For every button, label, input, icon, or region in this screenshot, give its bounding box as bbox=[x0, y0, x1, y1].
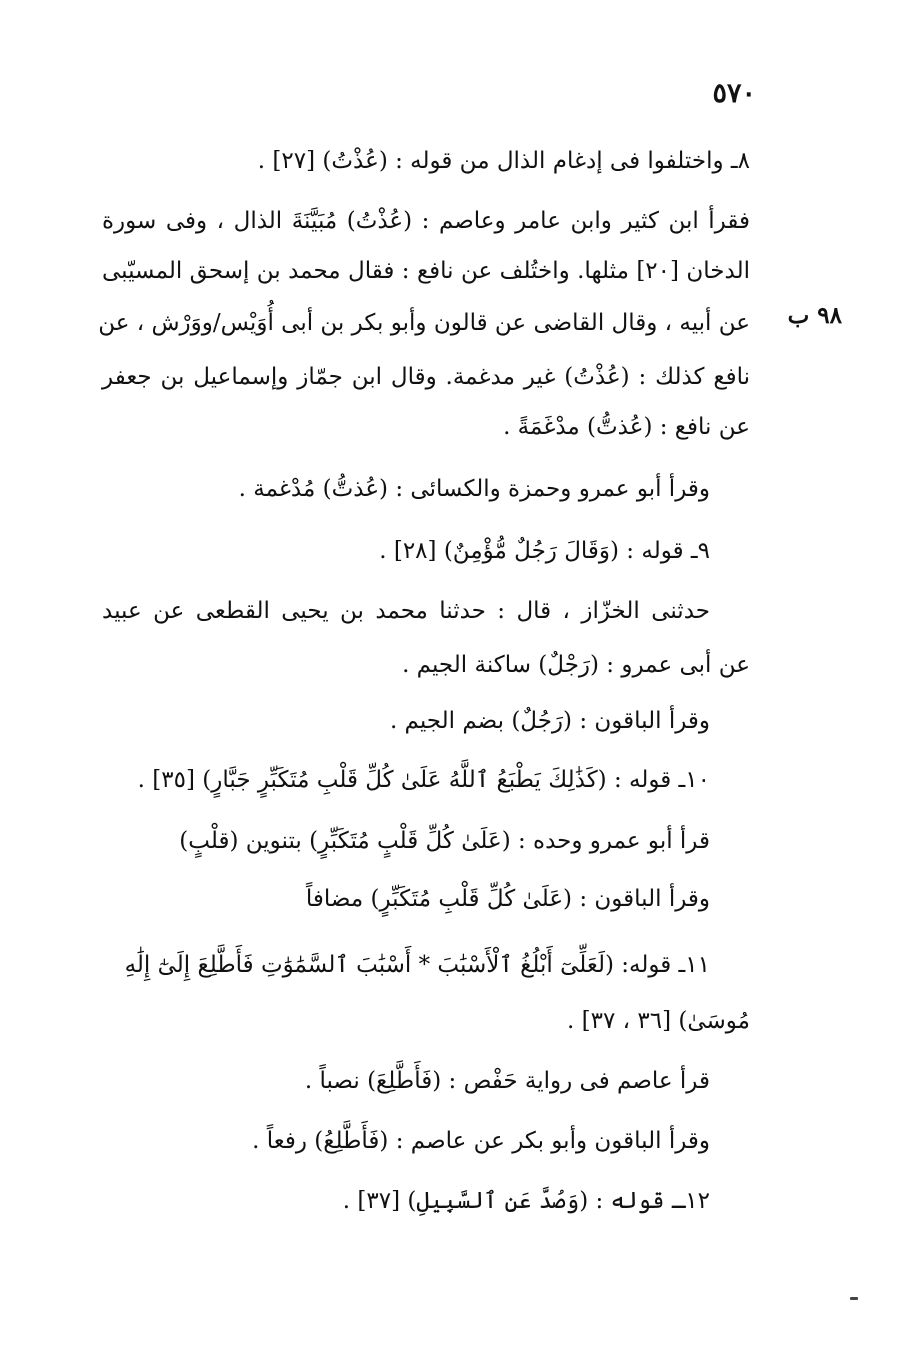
text-line: وقرأ الباقون : (رَجُلٌ) بضم الجيم . bbox=[389, 708, 710, 734]
page-number: ٥٧٠ bbox=[712, 78, 756, 109]
text-line: وقرأ الباقون : (عَلَىٰ كُلِّ قَلْبِ مُتَكَبِّرٍ) مضافاً bbox=[305, 886, 710, 912]
text-line: ٨ـ واختلفوا فى إدغام الذال من قوله : (عُذْتُ) [٢٧] . bbox=[257, 148, 750, 174]
text-line: الدخان [٢٠] مثلها. واختُلف عن نافع : فقال محمد بن إسحق المسيّبى bbox=[102, 258, 750, 284]
text-line: عن أبيه ، وقال القاضى عن قالون وأبو بكر بن أبى أُوَيْس/ووَرْش ، عن bbox=[98, 310, 750, 336]
text-line: عن نافع : (عُذتُّ) مدْغَمَةً . bbox=[503, 414, 750, 440]
text-line: نافع كذلك : (عُذْتُ) غير مدغمة. وقال ابن جمّاز وإسماعيل بن جعفر bbox=[102, 364, 750, 390]
text-line: وقرأ أبو عمرو وحمزة والكسائى : (عُذتُّ) مُدْغمة . bbox=[238, 476, 710, 502]
manuscript-folio-note: ٩٨ ب bbox=[787, 302, 842, 329]
text-line: فقرأ ابن كثير وابن عامر وعاصم : (عُذْتُ) مُبَيَّنَةَ الذال ، وفى سورة bbox=[102, 208, 750, 234]
text-line: وقرأ الباقون وأبو بكر عن عاصم : (فَأَطَّلِعُ) رفعاً . bbox=[252, 1128, 710, 1154]
text-line: قرأ عاصم فى رواية حَفْص : (فَأَطَّلِعَ) نصباً . bbox=[304, 1068, 710, 1094]
text-line: ٩ـ قوله : (وَقَالَ رَجُلٌ مُّؤْمِنٌ) [٢٨] . bbox=[379, 538, 710, 564]
text-line: قرأ أبو عمرو وحده : (عَلَىٰ كُلِّ قَلْبٍ مُتَكَبِّرٍ) بتنوين (قلْبٍ) bbox=[179, 828, 710, 854]
page-speck bbox=[850, 1297, 858, 1300]
text-line: عن أبى عمرو : (رَجْلٌ) ساكنة الجيم . bbox=[402, 652, 750, 678]
text-line: مُوسَىٰ) [٣٦ ، ٣٧] . bbox=[567, 1008, 750, 1034]
text-line: ١١ـ قوله: (لَعَلِّىٓ أَبْلُغُ ٱلْأَسْبَٰبَ * أَسْبَٰبَ ٱلسَّمَٰوَٰتِ فَأَطَّلِعَ إِلَىٰٓ إِلَٰهِ bbox=[124, 952, 710, 978]
text-line: حدثنى الخزّاز ، قال : حدثنا محمد بن يحيى القطعى عن عبيد bbox=[102, 598, 710, 624]
text-line: ١٢ـ قوله : (وَصُدَّ عَنِ ٱلسَّبِيلِ) [٣٧] . bbox=[342, 1188, 710, 1214]
text-line: ١٠ـ قوله : (كَذَٰلِكَ يَطْبَعُ ٱللَّهُ عَلَىٰ كُلِّ قَلْبِ مُتَكَبِّرٍ جَبَّارٍ) [٣٥] . bbox=[137, 767, 710, 793]
